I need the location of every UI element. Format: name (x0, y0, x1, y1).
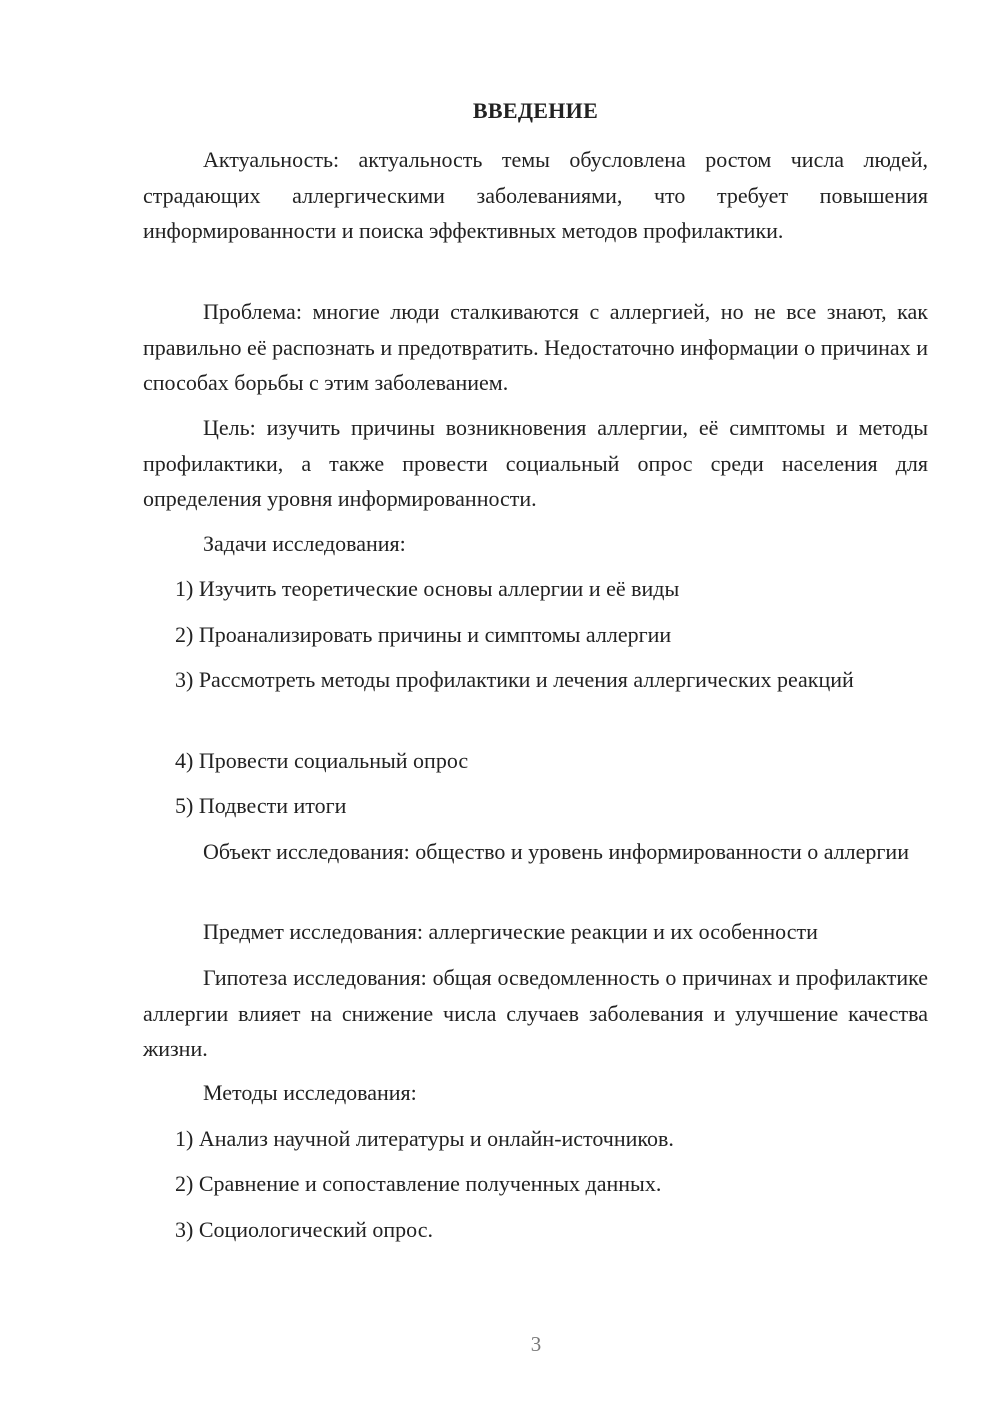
section-heading: ВВЕДЕНИЕ (472, 98, 599, 123)
hypothesis-paragraph: Гипотеза исследования: общая осведомленность о причинах и профилактике аллергии влияет на снижение числа случаев заболевания и улучшение качества жизни. (143, 965, 928, 1061)
methods-title: Методы исследования: (203, 1080, 417, 1105)
relevance-paragraph: Актуальность: актуальность темы обусловлена ростом числа людей, страдающих аллергическими заболеваниями, что требует повышения информированности и поиска эффективных методов профилактики. (143, 147, 928, 243)
problem-paragraph: Проблема: многие люди сталкиваются с аллергией, но не все знают, как правильно её распознать и предотвратить. Недостаточно информации о причинах и способах борьбы с этим заболеванием. (143, 299, 928, 395)
task-item-5: 5) Подвести итоги (175, 793, 347, 818)
tasks-title: Задачи исследования: (203, 531, 406, 556)
method-item-3: 3) Социологический опрос. (175, 1217, 433, 1242)
task-item-2: 2) Проанализировать причины и симптомы аллергии (175, 622, 672, 647)
subject-paragraph: Предмет исследования: аллергические реакции и их особенности (203, 919, 818, 944)
object-paragraph: Объект исследования: общество и уровень информированности о аллергии (203, 839, 909, 864)
task-item-3: 3) Рассмотреть методы профилактики и лечения аллергических реакций (175, 667, 854, 692)
page-number: 3 (530, 1332, 542, 1356)
goal-paragraph: Цель: изучить причины возникновения аллергии, её симптомы и методы профилактики, а также провести социальный опрос среди населения для определения уровня информированности. (143, 415, 928, 511)
method-item-1: 1) Анализ научной литературы и онлайн-источников. (175, 1126, 674, 1151)
task-item-4: 4) Провести социальный опрос (175, 748, 469, 773)
method-item-2: 2) Сравнение и сопоставление полученных данных. (175, 1171, 662, 1196)
task-item-1: 1) Изучить теоретические основы аллергии и её виды (175, 576, 680, 601)
